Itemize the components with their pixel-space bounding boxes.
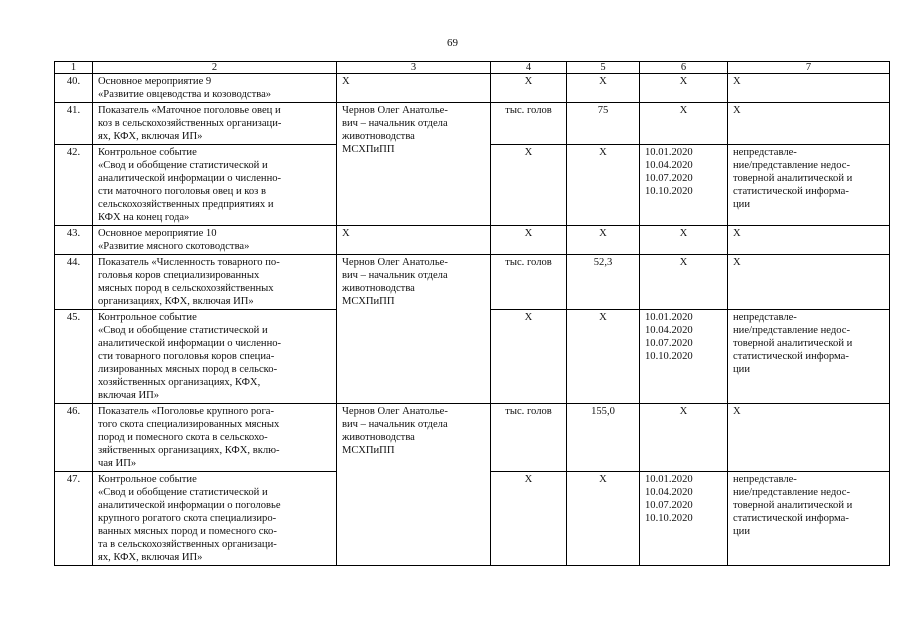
row-risk: непредставле- ние/представление недос- товерной аналитической и статистической информа- ции: [728, 145, 890, 226]
row-value: 155,0: [567, 404, 640, 472]
plan-table: [54, 61, 890, 566]
row-risk: Х: [728, 74, 890, 103]
row-responsible: Чернов Олег Анатолье- вич – начальник отдела животноводства МСХПиПП: [337, 255, 491, 404]
row-number: 41.: [55, 103, 93, 145]
row-risk: Х: [728, 103, 890, 145]
row-responsible: Чернов Олег Анатолье- вич – начальник отдела животноводства МСХПиПП: [337, 404, 491, 566]
row-responsible: Чернов Олег Анатолье- вич – начальник отдела животноводства МСХПиПП: [337, 103, 491, 226]
column-number: 6: [640, 62, 728, 74]
row-name: Основное мероприятие 9 «Развитие овцеводства и козоводства»: [93, 74, 337, 103]
row-dates: 10.01.2020 10.04.2020 10.07.2020 10.10.2020: [640, 145, 728, 226]
row-dates: Х: [640, 74, 728, 103]
row-unit: Х: [491, 226, 567, 255]
row-number: 42.: [55, 145, 93, 226]
row-risk: Х: [728, 404, 890, 472]
row-name: Показатель «Поголовье крупного рога- того скота специализированных мясных пород и помесного скота в сельскохо- зяйственных организациях, КФХ, вклю- чая ИП»: [93, 404, 337, 472]
row-value: Х: [567, 310, 640, 404]
row-value: Х: [567, 74, 640, 103]
row-unit: Х: [491, 310, 567, 404]
row-responsible: Х: [337, 226, 491, 255]
row-number: 44.: [55, 255, 93, 310]
row-number: 47.: [55, 472, 93, 566]
row-number: 45.: [55, 310, 93, 404]
page-number: 69: [447, 37, 458, 49]
row-name: Основное мероприятие 10 «Развитие мясного скотоводства»: [93, 226, 337, 255]
row-dates: Х: [640, 103, 728, 145]
column-number-row: [55, 62, 890, 74]
row-risk: непредставле- ние/представление недос- товерной аналитической и статистической информа- ции: [728, 310, 890, 404]
row-name: Контрольное событие «Свод и обобщение статистической и аналитической информации о численно- сти маточного поголовья овец и коз в сельскохозяйственных предприятиях и КФХ на конец года»: [93, 145, 337, 226]
row-value: 75: [567, 103, 640, 145]
row-name: Контрольное событие «Свод и обобщение статистической и аналитической информации о поголовье крупного рогатого скота специализиро- ванных мясных пород и помесного ско- та в сельскохозяйственных организаци- ях, КФХ, включая ИП»: [93, 472, 337, 566]
table-row: [55, 74, 890, 103]
column-number: 1: [55, 62, 93, 74]
table-row: [55, 226, 890, 255]
row-name: Показатель «Численность товарного по- головья коров специализированных мясных пород в сельскохозяйственных организациях, КФХ, включая ИП»: [93, 255, 337, 310]
row-dates: 10.01.2020 10.04.2020 10.07.2020 10.10.2020: [640, 472, 728, 566]
row-dates: Х: [640, 255, 728, 310]
row-dates: Х: [640, 404, 728, 472]
row-number: 43.: [55, 226, 93, 255]
row-name: Контрольное событие «Свод и обобщение статистической и аналитической информации о численно- сти товарного поголовья коров специа- лизированных мясных пород в сельско- хозяйственных организациях, КФХ, включая ИП»: [93, 310, 337, 404]
row-unit: Х: [491, 74, 567, 103]
row-responsible: Х: [337, 74, 491, 103]
row-risk: Х: [728, 226, 890, 255]
row-unit: Х: [491, 472, 567, 566]
row-number: 40.: [55, 74, 93, 103]
row-unit: Х: [491, 145, 567, 226]
row-risk: Х: [728, 255, 890, 310]
row-value: Х: [567, 226, 640, 255]
row-dates: 10.01.2020 10.04.2020 10.07.2020 10.10.2020: [640, 310, 728, 404]
column-number: 2: [93, 62, 337, 74]
table-row: [55, 404, 890, 472]
row-name: Показатель «Маточное поголовье овец и коз в сельскохозяйственных организаци- ях, КФХ, включая ИП»: [93, 103, 337, 145]
column-number: 3: [337, 62, 491, 74]
column-number: 5: [567, 62, 640, 74]
row-value: 52,3: [567, 255, 640, 310]
row-unit: тыс. голов: [491, 103, 567, 145]
row-unit: тыс. голов: [491, 404, 567, 472]
row-dates: Х: [640, 226, 728, 255]
row-value: Х: [567, 472, 640, 566]
column-number: 7: [728, 62, 890, 74]
row-value: Х: [567, 145, 640, 226]
column-number: 4: [491, 62, 567, 74]
table-row: [55, 103, 890, 145]
row-unit: тыс. голов: [491, 255, 567, 310]
table-row: [55, 255, 890, 310]
row-number: 46.: [55, 404, 93, 472]
row-risk: непредставле- ние/представление недос- товерной аналитической и статистической информа- ции: [728, 472, 890, 566]
